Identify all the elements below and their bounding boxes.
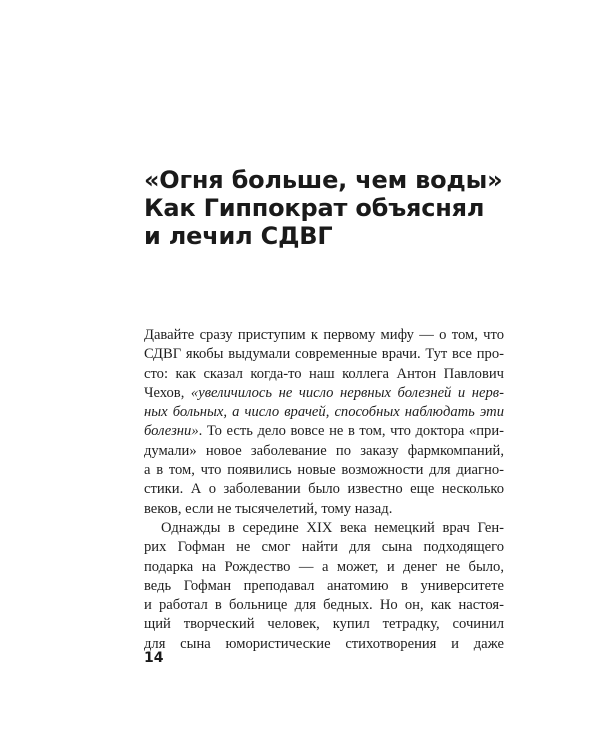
text-line: для сына юмористические стихотворения и даже [144, 635, 504, 652]
text-run: Чехов, [144, 384, 191, 401]
text-line: щий творческий человек, купил тетрадку, сочинил [144, 616, 504, 633]
text-line [144, 403, 504, 422]
chapter-title [144, 166, 544, 250]
text-line: думали» новое заболевание по заказу фармкомпаний, [144, 442, 504, 459]
quote-italic: ных больных, а число врачей, способных наблюдать эти [144, 404, 504, 421]
text-line: подарка на Рождество — а может, и денег не было, [144, 558, 504, 575]
page-number: 14 [144, 650, 164, 666]
text-line [144, 384, 504, 403]
text-line [144, 422, 504, 441]
text-run: . То есть дело вовсе не в том, что доктора «при- [198, 423, 504, 440]
quote-italic: «увеличилось не число нервных болезней и нерв- [190, 384, 504, 401]
text-line: веков, если не тысячелетий, тому назад. [144, 500, 393, 517]
text-line: Однажды в середине XIX века немецкий врач Ген- [161, 519, 504, 536]
text-line: Давайте сразу приступим к первому мифу — о том, что [144, 327, 504, 343]
quote-italic: болезни» [144, 423, 199, 440]
text-line: рих Гофман не смог найти для сына подходящего [144, 539, 504, 556]
chapter-title-line: и лечил СДВГ [144, 222, 333, 250]
chapter-title-line: Как Гиппократ объяснял [144, 194, 485, 222]
text-line: сто: как сказал когда-то наш коллега Антон Павлович [144, 365, 504, 382]
text-line: ведь Гофман преподавал анатомию в университете [144, 577, 504, 594]
text-line: а в том, что появились новые возможности для диагно- [144, 462, 504, 479]
chapter-title-line: «Огня больше, чем воды» [144, 166, 503, 194]
body-text [144, 326, 504, 654]
text-line: стики. А о заболевании было известно еще несколько [144, 481, 504, 498]
text-line: СДВГ якобы выдумали современные врачи. Тут все про- [144, 346, 504, 363]
text-line: и работал в больнице для бедных. Но он, как настоя- [144, 597, 504, 614]
